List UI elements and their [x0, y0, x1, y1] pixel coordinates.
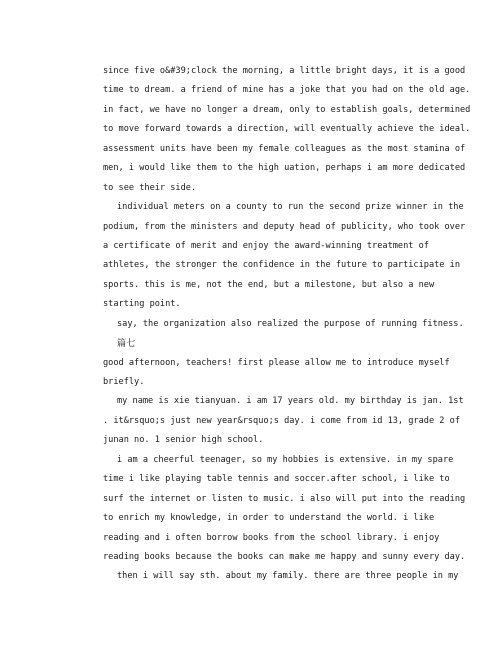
text-line: assessment units have been my female colleagues as the most stamina of — [103, 143, 466, 154]
text-line: surf the internet or listen to music. i also will put into the reading — [103, 493, 466, 504]
text-line: to see their side. — [103, 182, 197, 193]
text-line: briefly. — [103, 377, 145, 387]
text-line: in fact, we have no longer a dream, only to establish goals, determined — [103, 104, 471, 115]
paragraph-start-line: individual meters on a county to run the second prize winner in the — [117, 202, 464, 213]
text-line: reading and i often borrow books from the school library. i enjoy — [103, 532, 440, 543]
text-line: since five o&#39;clock the morning, a little bright days, it is a good — [103, 66, 466, 76]
text-line: to enrich my knowledge, in order to understand the world. i like — [103, 513, 435, 524]
text-line: time i like playing table tennis and soccer.after school, i like to — [103, 474, 450, 485]
text-line: junan no. 1 senior high school. — [103, 435, 264, 446]
text-line: to move forward towards a direction, will eventually achieve the ideal. — [103, 124, 471, 135]
text-line: athletes, the stronger the confidence in the future to participate in — [103, 260, 460, 271]
text-line: . it&rsquo;s just new year&rsquo;s day. i come from id 13, grade 2 of — [103, 415, 460, 426]
paragraph-start-line: my name is xie tianyuan. i am 17 years old. my birthday is jan. 1st — [117, 396, 464, 407]
paragraph-start-line: say, the organization also realized the purpose of running fitness. — [117, 318, 464, 329]
text-line: a certificate of merit and enjoy the award-winning treatment of — [103, 240, 429, 251]
text-line: reading books because the books can make me happy and sunny every day. — [103, 551, 466, 562]
text-line: starting point. — [103, 299, 181, 310]
section-heading: 篇七 — [117, 338, 136, 350]
text-line: good afternoon, teachers! first please allow me to introduce myself — [103, 357, 450, 368]
text-line: men, i would like them to the high uation, perhaps i am more dedicated — [103, 163, 466, 174]
text-line: time to dream. a friend of mine has a joke that you had on the old age. — [103, 85, 471, 96]
document-body — [103, 62, 471, 587]
text-line: sports. this is me, not the end, but a milestone, but also a new — [103, 279, 435, 290]
text-line: podium, from the ministers and deputy head of publicity, who took over — [103, 221, 466, 232]
paragraph-start-line: i am a cheerful teenager, so my hobbies is extensive. in my spare — [117, 454, 454, 465]
paragraph-start-line: then i will say sth. about my family. there are three people in my — [117, 571, 459, 582]
